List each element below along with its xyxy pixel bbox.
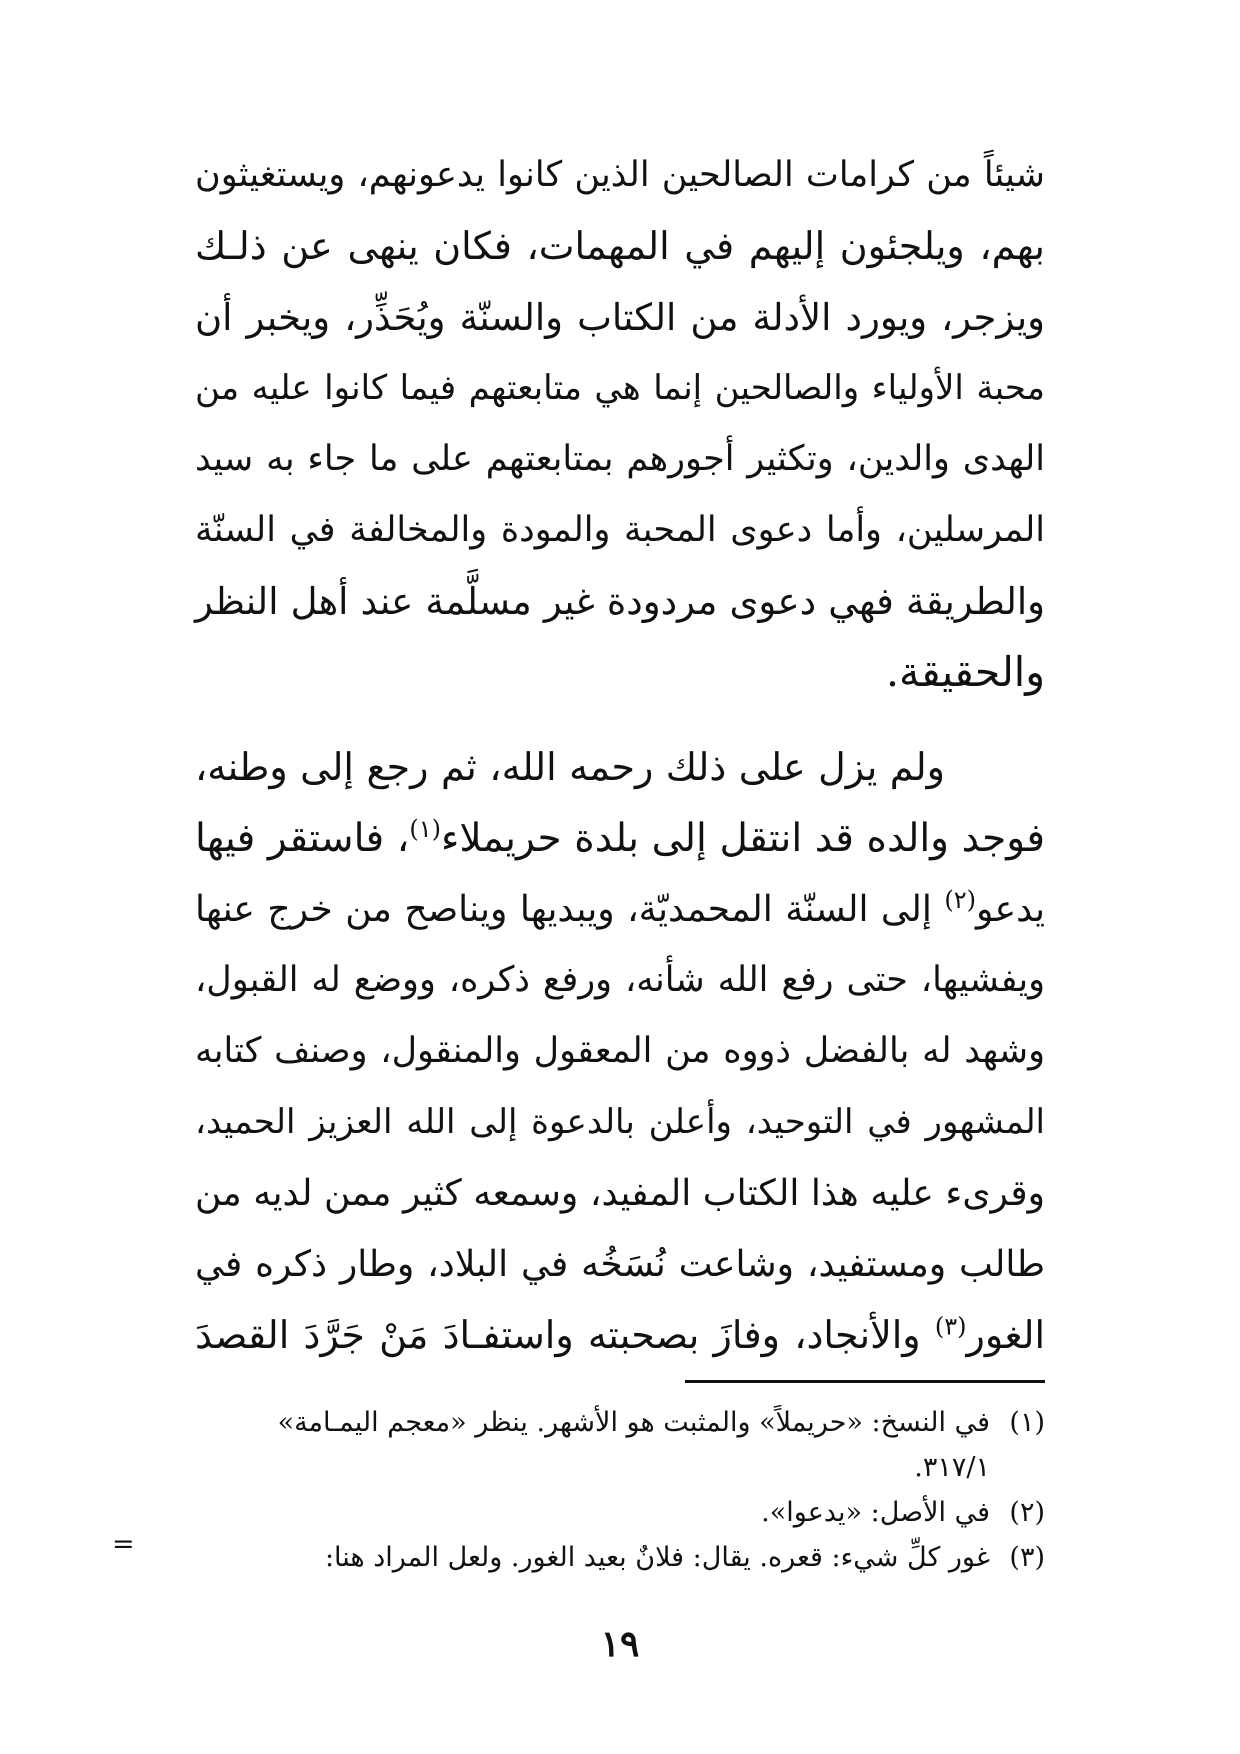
text-line: طالب ومستفيد، وشاعت نُسَخُه في البلاد، وطار ذكره في xyxy=(195,1244,1045,1285)
text-segment: والأنجاد، وفازَ بصحبته واستفـادَ مَنْ جَرَّدَ القصدَ xyxy=(195,1313,935,1357)
footnote-1 xyxy=(120,1400,1045,1490)
text-line: المرسلين، وأما دعوى المحبة والمودة والمخالفة في السنّة xyxy=(195,510,1045,550)
text-line: المشهور في التوحيد، وأعلن بالدعوة إلى الله العزيز الحميد، xyxy=(195,1102,1045,1142)
footnote-ref-3[interactable]: (٣) xyxy=(934,1312,967,1341)
text-segment: فوجد والده قد انتقل إلى بلدة حريملاء xyxy=(441,816,1046,861)
text-line: شيئاً من كرامات الصالحين الذين كانوا يدعونهم، ويستغيثون xyxy=(195,155,1045,195)
page-number: ١٩ xyxy=(600,1623,640,1665)
footnote-text xyxy=(120,1400,990,1490)
text-line: ولم يزل على ذلك رحمه الله، ثم رجع إلى وطنه، xyxy=(195,745,945,789)
text-line: ويفشيها، حتى رفع الله شأنه، ورفع ذكره، ووضع له القبول، xyxy=(195,960,1045,1000)
text-line: ويزجر، ويورد الأدلة من الكتاب والسنّة ويُحَذِّر، ويخبر أن xyxy=(195,296,1045,339)
footnotes xyxy=(120,1400,1045,1580)
footnote-line: في النسخ: «حريملاً» والمثبت هو الأشهر. ينظر «معجم اليمـامة» xyxy=(277,1407,990,1438)
paragraph-2 xyxy=(195,732,1045,1371)
text-segment: يدعو xyxy=(976,889,1045,930)
text-line: وقرىء عليه هذا الكتاب المفيد، وسمعه كثير ممن لديه من xyxy=(195,1173,1045,1214)
footnote-line: ٣١٧/١. xyxy=(914,1452,990,1483)
text-line: والطريقة فهي دعوى مردودة غير مسلَّمة عند أهل النظر xyxy=(195,580,1045,623)
text-line: محبة الأولياء والصالحين إنما هي متابعتهم فيما كانوا عليه من xyxy=(195,368,1045,408)
footnote-ref-2[interactable]: (٢) xyxy=(944,886,976,914)
footnote-number: (١) xyxy=(1009,1407,1045,1438)
text-line xyxy=(195,1300,1045,1371)
footnote-number: (٣) xyxy=(1009,1542,1045,1573)
text-line: بهم، ويلجئون إليهم في المهمات، فكان ينهى عن ذلـك xyxy=(195,224,1045,268)
main-text xyxy=(195,140,1045,1371)
paragraph-1 xyxy=(195,140,1045,708)
text-segment: الغور xyxy=(966,1313,1045,1357)
footnote-number: (٢) xyxy=(1009,1497,1045,1528)
footnote-separator xyxy=(685,1380,1045,1383)
text-line xyxy=(195,803,1045,874)
footnote-line: غور كلِّ شيء: قعره. يقال: فلانٌ بعيد الغور. ولعل المراد هنا: xyxy=(324,1542,990,1573)
text-line: والحقيقة. xyxy=(885,648,1045,696)
text-segment: إلى السنّة المحمديّة، ويبديها ويناصح من خرج عنها xyxy=(195,889,945,930)
footnote-text xyxy=(120,1490,990,1535)
footnote-2 xyxy=(120,1490,1045,1535)
text-line: الهدى والدين، وتكثير أجورهم بمتابعتهم على ما جاء به سيد xyxy=(195,439,1045,479)
footnote-continuation-mark: = xyxy=(112,1529,135,1560)
text-line xyxy=(195,874,1045,945)
text-segment: ، فاستقر فيها xyxy=(195,816,410,861)
text-line: وشهد له بالفضل ذووه من المعقول والمنقول، وصنف كتابه xyxy=(195,1031,1045,1071)
footnote-text xyxy=(120,1535,990,1580)
footnote-ref-1[interactable]: (١) xyxy=(409,815,441,843)
footnote-3 xyxy=(120,1535,1045,1580)
paragraph-gap xyxy=(195,708,1045,732)
footnote-line: في الأصل: «يدعوا». xyxy=(761,1497,990,1528)
